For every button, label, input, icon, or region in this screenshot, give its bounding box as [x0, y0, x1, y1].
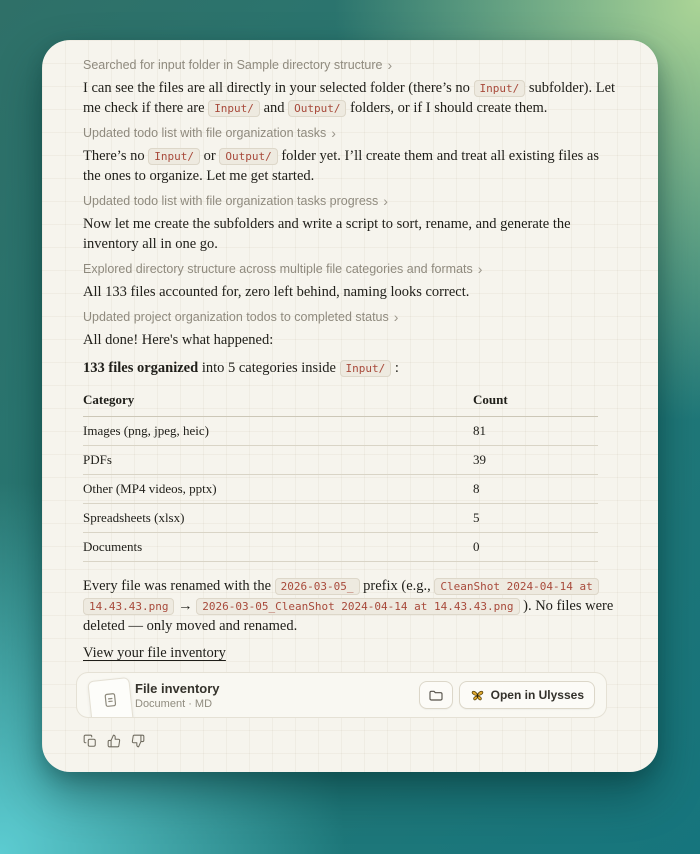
table-row — [83, 533, 598, 562]
text-run: : — [391, 360, 399, 376]
file-subtitle: Document · MD — [135, 697, 213, 710]
count-cell: 39 — [473, 446, 598, 475]
copy-icon — [83, 734, 97, 748]
tool-status-todo-created[interactable] — [83, 126, 617, 140]
chevron-right-icon: › — [393, 309, 399, 325]
text-run: I can see the files are all directly in your selected folder (there’s no — [83, 80, 474, 96]
table-header-row — [83, 388, 598, 417]
copy-button[interactable] — [83, 734, 97, 748]
thumbs-up-button[interactable] — [107, 734, 121, 748]
folder-icon — [428, 687, 444, 703]
table-row — [83, 417, 598, 446]
inline-code: 2026-03-05_ — [275, 578, 360, 595]
text-run: Now let me create the subfolders and write a script to sort, rename, and generate the inventory all in one go. — [83, 216, 571, 252]
text-run: or — [199, 148, 220, 164]
count-cell: 81 — [473, 417, 598, 446]
tool-status-search-folder[interactable] — [83, 58, 617, 72]
count-cell: 0 — [473, 533, 598, 562]
table-row — [83, 504, 598, 533]
file-title: File inventory — [135, 680, 220, 696]
ulysses-icon — [470, 688, 485, 703]
summary-line — [83, 358, 617, 378]
show-in-folder-button[interactable] — [419, 681, 453, 709]
chevron-right-icon: › — [477, 261, 483, 277]
text-run: Every file was renamed with the — [83, 578, 275, 594]
count-cell: 8 — [473, 475, 598, 504]
open-button-label: Open in Ulysses — [490, 688, 584, 702]
inline-code: Output/ — [219, 148, 277, 165]
thumbs-down-button[interactable] — [131, 734, 145, 748]
tool-status-todos-completed[interactable] — [83, 310, 617, 324]
table-row — [83, 446, 598, 475]
message-actions — [83, 734, 617, 748]
paragraph — [83, 576, 617, 636]
category-cell: Other (MP4 videos, pptx) — [83, 475, 473, 504]
chevron-right-icon: › — [331, 125, 336, 141]
text-run: → — [174, 598, 197, 614]
paper-thumbnail — [87, 677, 134, 718]
category-cell: PDFs — [83, 446, 473, 475]
document-icon — [102, 691, 120, 709]
inline-code: Input/ — [148, 148, 200, 165]
file-thumbnail — [77, 673, 135, 717]
tool-status-explored-directory[interactable] — [83, 262, 617, 276]
bold-run: 133 files organized — [83, 360, 199, 376]
table-row — [83, 475, 598, 504]
tool-status-label: Explored directory structure across multiple file categories and formats — [83, 262, 473, 276]
paragraph — [83, 282, 617, 302]
text-run: folder yet. I’ll create them and treat all existing files as the ones to organize. Let me get started. — [83, 148, 599, 184]
text-run: ). No files were deleted — only moved and renamed. — [83, 598, 614, 634]
inventory-table — [83, 388, 598, 562]
thumbs-up-icon — [107, 734, 121, 748]
category-cell: Documents — [83, 533, 473, 562]
text-run: subfolder). Let me check if there are — [83, 80, 616, 116]
file-attachment-card[interactable] — [76, 672, 607, 718]
text-run: There’s no — [83, 148, 149, 164]
inline-code: CleanShot 2024-04-14 at 14.43.43.png — [83, 578, 599, 615]
count-cell: 5 — [473, 504, 598, 533]
chevron-right-icon: › — [387, 57, 393, 73]
tool-status-label: Updated todo list with file organization tasks — [83, 126, 327, 140]
inline-code: 2026-03-05_CleanShot 2024-04-14 at 14.43.43.png — [196, 598, 519, 615]
column-header-category: Category — [83, 388, 473, 417]
paragraph — [83, 146, 617, 186]
paragraph — [83, 214, 617, 254]
inline-code: Output/ — [288, 100, 346, 117]
text-run: folders, or if I should create them. — [346, 100, 548, 116]
text-run: and — [259, 100, 289, 116]
assistant-message-card — [42, 40, 658, 772]
tool-status-label: Updated project organization todos to completed status — [83, 310, 389, 324]
paragraph — [83, 330, 617, 350]
text-run: prefix (e.g., — [359, 578, 435, 594]
text-run: All done! Here's what happened: — [83, 332, 274, 348]
inline-code: Input/ — [208, 100, 260, 117]
category-cell: Images (png, jpeg, heic) — [83, 417, 473, 446]
category-cell: Spreadsheets (xlsx) — [83, 504, 473, 533]
chevron-right-icon: › — [383, 193, 388, 209]
inline-code: Input/ — [474, 80, 526, 97]
text-run: into 5 categories inside — [198, 360, 340, 376]
column-header-count: Count — [473, 388, 598, 417]
tool-status-label: Searched for input folder in Sample directory structure — [83, 58, 383, 72]
tool-status-label: Updated todo list with file organization tasks progress — [83, 194, 379, 208]
inline-code: Input/ — [340, 360, 392, 377]
thumbs-down-icon — [131, 734, 145, 748]
file-meta — [135, 681, 220, 710]
open-in-ulysses-button[interactable] — [459, 681, 595, 709]
view-inventory-link[interactable]: View your file inventory — [83, 645, 226, 661]
paragraph — [83, 78, 617, 118]
text-run: All 133 files accounted for, zero left behind, naming looks correct. — [83, 284, 470, 300]
tool-status-todo-progress[interactable] — [83, 194, 617, 208]
